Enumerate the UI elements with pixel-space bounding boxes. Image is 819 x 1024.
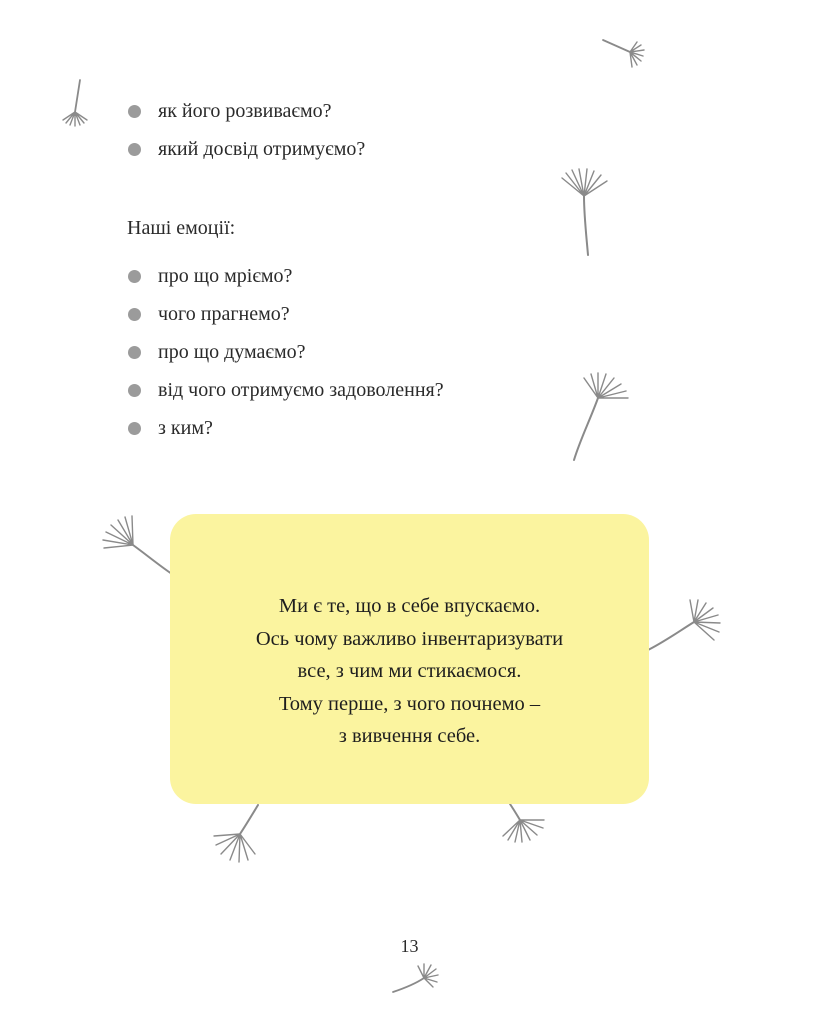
- bullet-dot: [128, 308, 141, 321]
- quote-line: Тому перше, з чого почнемо –: [278, 692, 541, 715]
- list-item-text: про що мріємо?: [158, 265, 293, 287]
- bullet-dot: [128, 143, 141, 156]
- bullet-dot: [128, 105, 141, 118]
- list-item-text: як його розвиваємо?: [158, 100, 332, 122]
- dandelion-seed-icon: [562, 169, 607, 255]
- list-item: [128, 371, 444, 409]
- quote-text: [170, 590, 649, 753]
- list-item-text: з ким?: [158, 417, 213, 439]
- list-item: [128, 92, 365, 130]
- quote-box: [170, 514, 649, 804]
- list-item: [128, 257, 444, 295]
- bullet-dot: [128, 422, 141, 435]
- list-item-text: від чого отримуємо задоволення?: [158, 379, 444, 401]
- bullet-dot: [128, 346, 141, 359]
- quote-line: Ось чому важливо інвентаризувати: [255, 627, 564, 650]
- bullet-dot: [128, 270, 141, 283]
- dandelion-seed-icon: [503, 804, 544, 842]
- emotions-questions-list: [128, 257, 444, 447]
- dandelion-seed-icon: [63, 80, 87, 126]
- quote-line: Ми є те, що в себе впускаємо.: [278, 595, 541, 617]
- emotions-heading: Наші емоції:: [127, 217, 236, 239]
- dandelion-seed-icon: [103, 516, 172, 574]
- list-item-text: який досвід отримуємо?: [158, 138, 366, 160]
- dandelion-seed-icon: [393, 964, 438, 992]
- page-number: 13: [400, 936, 419, 956]
- list-item: [128, 409, 444, 447]
- list-item-text: чого прагнемо?: [158, 303, 290, 325]
- bullet-dot: [128, 384, 141, 397]
- dandelion-seed-icon: [648, 600, 720, 650]
- quote-line: все, з чим ми стикаємося.: [297, 660, 522, 682]
- quote-line: з вивчення себе.: [338, 725, 481, 747]
- list-item: [128, 130, 365, 168]
- dandelion-seed-icon: [574, 373, 628, 460]
- dandelion-seed-icon: [603, 40, 644, 67]
- dandelion-seed-icon: [214, 805, 258, 862]
- development-questions-list: [128, 92, 365, 168]
- list-item: [128, 295, 444, 333]
- list-item: [128, 333, 444, 371]
- list-item-text: про що думаємо?: [158, 341, 306, 363]
